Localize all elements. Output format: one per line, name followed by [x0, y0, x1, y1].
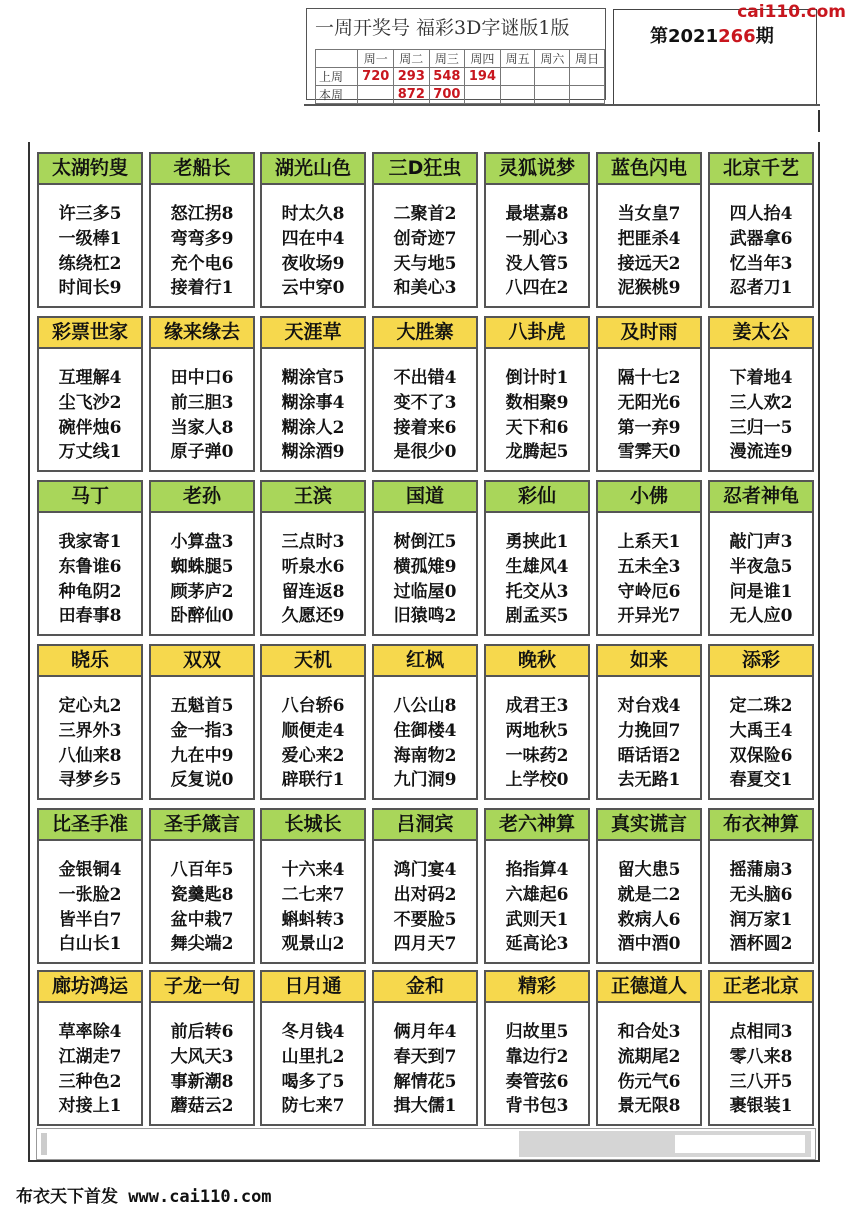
riddle-line: 点相同3 [729, 1022, 793, 1042]
draw-value [535, 86, 570, 104]
riddle-line: 一张脸2 [58, 885, 122, 905]
riddle-line: 碗伴烛6 [58, 418, 122, 438]
riddle-line: 揖大儒1 [393, 1096, 457, 1116]
draw-value [465, 86, 501, 104]
day-header: 周五 [500, 50, 535, 68]
author-name: 子龙一句 [151, 972, 253, 1003]
riddle-line: 糊涂人2 [281, 418, 345, 438]
riddle-line: 海南物2 [393, 746, 457, 766]
riddle-line: 数相聚9 [505, 393, 569, 413]
riddle-line: 夜收场9 [281, 254, 345, 274]
riddle-line: 和美心3 [393, 278, 457, 298]
riddle-cell [149, 808, 255, 964]
riddle-cell [372, 152, 478, 308]
riddle-line: 前三胆3 [170, 393, 234, 413]
riddle-line: 舞尖端2 [170, 934, 234, 954]
author-name: 长城长 [262, 810, 364, 841]
riddle-line: 守岭厄6 [617, 582, 681, 602]
riddle-cell [708, 480, 814, 636]
riddle-line: 许三多5 [58, 204, 122, 224]
riddle-cell [596, 316, 702, 472]
riddle-cell [37, 970, 143, 1126]
riddle-line: 接着行1 [170, 278, 234, 298]
riddle-line: 十六来4 [281, 860, 345, 880]
riddle-line: 当家人8 [170, 418, 234, 438]
riddle-line: 江湖走7 [58, 1047, 122, 1067]
author-name: 圣手箴言 [151, 810, 253, 841]
author-name: 蓝色闪电 [598, 154, 700, 185]
riddle-cell [149, 316, 255, 472]
riddle-line: 糊涂酒9 [281, 442, 345, 462]
riddle-line: 春夏交1 [729, 770, 793, 790]
author-name: 三D狂虫 [374, 154, 476, 185]
riddle-line: 蜘蛛腿5 [170, 557, 234, 577]
riddle-line: 八台轿6 [281, 696, 345, 716]
riddle-line: 山里扎2 [281, 1047, 345, 1067]
riddle-line: 一味药2 [505, 746, 569, 766]
riddle-line: 双保险6 [729, 746, 793, 766]
riddle-line: 两地秋5 [505, 721, 569, 741]
author-name: 小佛 [598, 482, 700, 513]
riddle-line: 就是二2 [617, 885, 681, 905]
riddle-line: 不要脸5 [393, 910, 457, 930]
riddle-line: 下着地4 [729, 368, 793, 388]
author-name: 灵狐说梦 [486, 154, 588, 185]
riddle-line: 金一指3 [170, 721, 234, 741]
riddle-cell [484, 970, 590, 1126]
riddle-line: 云中穿0 [281, 278, 345, 298]
riddle-cell [484, 480, 590, 636]
riddle-line: 把匪杀4 [617, 229, 681, 249]
riddle-cell [484, 316, 590, 472]
riddle-line: 创奇迹7 [393, 229, 457, 249]
author-name: 太湖钓叟 [39, 154, 141, 185]
bottom-bar [36, 1128, 816, 1160]
riddle-line: 春天到7 [393, 1047, 457, 1067]
riddle-line: 大禹王4 [729, 721, 793, 741]
site-watermark: cai110.com [737, 2, 846, 22]
riddle-line: 皆半白7 [58, 910, 122, 930]
riddle-cell [708, 644, 814, 800]
riddle-line: 延高论3 [505, 934, 569, 954]
riddle-line: 对接上1 [58, 1096, 122, 1116]
author-name: 老孙 [151, 482, 253, 513]
riddle-cell [596, 970, 702, 1126]
author-name: 如来 [598, 646, 700, 677]
day-header: 周六 [535, 50, 570, 68]
riddle-cell [260, 480, 366, 636]
riddle-cell [372, 480, 478, 636]
riddle-cell [708, 808, 814, 964]
riddle-cell [149, 480, 255, 636]
author-name: 王滨 [262, 482, 364, 513]
author-name: 正德道人 [598, 972, 700, 1003]
author-name: 布衣神算 [710, 810, 812, 841]
riddle-line: 接着来6 [393, 418, 457, 438]
riddle-line: 草率除4 [58, 1022, 122, 1042]
this-week-row [316, 86, 605, 104]
issue-box [613, 9, 817, 105]
riddle-line: 泥猴桃9 [617, 278, 681, 298]
riddle-line: 三人欢2 [729, 393, 793, 413]
riddle-line: 变不了3 [393, 393, 457, 413]
riddle-line: 寻梦乡5 [58, 770, 122, 790]
riddle-line: 上学校0 [505, 770, 569, 790]
riddle-line: 万丈线1 [58, 442, 122, 462]
riddle-line: 顺便走4 [281, 721, 345, 741]
day-header: 周四 [465, 50, 501, 68]
riddle-line: 喝多了5 [281, 1072, 345, 1092]
riddle-line: 六雄起6 [505, 885, 569, 905]
riddle-cell [372, 316, 478, 472]
riddle-line: 勇挟此1 [505, 532, 569, 552]
riddle-line: 五魁首5 [170, 696, 234, 716]
riddle-line: 无人应0 [729, 606, 793, 626]
riddle-line: 剧孟买5 [505, 606, 569, 626]
riddle-line: 去无路1 [617, 770, 681, 790]
row-label: 上周 [316, 68, 358, 86]
bar-mark [41, 1133, 47, 1155]
riddle-line: 五未全3 [617, 557, 681, 577]
riddle-line: 四在中4 [281, 229, 345, 249]
riddle-line: 住御楼4 [393, 721, 457, 741]
riddle-line: 力挽回7 [617, 721, 681, 741]
riddle-line: 隔十七2 [617, 368, 681, 388]
riddle-line: 时太久8 [281, 204, 345, 224]
riddle-line: 田中口6 [170, 368, 234, 388]
riddle-line: 武则天1 [505, 910, 569, 930]
riddle-line: 漫流连9 [729, 442, 793, 462]
riddle-line: 酒杯圆2 [729, 934, 793, 954]
author-name: 姜太公 [710, 318, 812, 349]
bar-block [519, 1131, 811, 1157]
author-name: 彩仙 [486, 482, 588, 513]
riddle-line: 摇蒲扇3 [729, 860, 793, 880]
riddle-cell [596, 480, 702, 636]
draw-value [570, 68, 605, 86]
riddle-line: 救病人6 [617, 910, 681, 930]
row-label: 本周 [316, 86, 358, 104]
author-name: 日月通 [262, 972, 364, 1003]
author-name: 比圣手准 [39, 810, 141, 841]
riddle-line: 反复说0 [170, 770, 234, 790]
riddle-line: 俩月年4 [393, 1022, 457, 1042]
riddle-line: 伤元气6 [617, 1072, 681, 1092]
riddle-line: 八四在2 [505, 278, 569, 298]
riddle-line: 小算盘3 [170, 532, 234, 552]
riddle-line: 托交从3 [505, 582, 569, 602]
draw-value [570, 86, 605, 104]
author-name: 红枫 [374, 646, 476, 677]
riddle-cell [708, 316, 814, 472]
riddle-line: 爱心来2 [281, 746, 345, 766]
author-name: 忍者神龟 [710, 482, 812, 513]
riddle-line: 无头脑6 [729, 885, 793, 905]
riddle-line: 三界外3 [58, 721, 122, 741]
draw-value: 293 [394, 68, 430, 86]
draw-value [500, 86, 535, 104]
riddle-line: 留大患5 [617, 860, 681, 880]
riddle-line: 三归一5 [729, 418, 793, 438]
author-name: 老船长 [151, 154, 253, 185]
draw-value: 700 [429, 86, 465, 104]
riddle-cell [260, 644, 366, 800]
author-name: 老六神算 [486, 810, 588, 841]
riddle-line: 忆当年3 [729, 254, 793, 274]
draw-value: 872 [394, 86, 430, 104]
riddle-cell [37, 316, 143, 472]
riddle-cell [372, 808, 478, 964]
author-name: 彩票世家 [39, 318, 141, 349]
riddle-line: 晤话语2 [617, 746, 681, 766]
riddle-cell [260, 316, 366, 472]
riddle-line: 是很少0 [393, 442, 457, 462]
author-name: 湖光山色 [262, 154, 364, 185]
riddle-line: 练绕杠2 [58, 254, 122, 274]
author-name: 金和 [374, 972, 476, 1003]
riddle-line: 糊涂官5 [281, 368, 345, 388]
riddle-line: 横孤雉9 [393, 557, 457, 577]
riddle-line: 蘑菇云2 [170, 1096, 234, 1116]
riddle-line: 时间长9 [58, 278, 122, 298]
draw-value: 548 [429, 68, 465, 86]
riddle-line: 忍者刀1 [729, 278, 793, 298]
riddle-cell [484, 644, 590, 800]
riddle-line: 不出错4 [393, 368, 457, 388]
riddle-line: 原子弹0 [170, 442, 234, 462]
riddle-cell [260, 152, 366, 308]
riddle-line: 武器拿6 [729, 229, 793, 249]
riddle-line: 辟联行1 [281, 770, 345, 790]
day-header: 周一 [358, 50, 394, 68]
riddle-cell [596, 808, 702, 964]
riddle-line: 种龟阴2 [58, 582, 122, 602]
footer-text: 布衣天下首发 [16, 1187, 118, 1207]
riddle-line: 对台戏4 [617, 696, 681, 716]
author-name: 马丁 [39, 482, 141, 513]
divider [304, 104, 820, 106]
riddle-line: 半夜急5 [729, 557, 793, 577]
draw-value: 194 [465, 68, 501, 86]
author-name: 及时雨 [598, 318, 700, 349]
riddle-line: 一级棒1 [58, 229, 122, 249]
riddle-cell [372, 970, 478, 1126]
riddle-line: 听泉水6 [281, 557, 345, 577]
draw-value: 720 [358, 68, 394, 86]
riddle-line: 东鲁谁6 [58, 557, 122, 577]
riddle-line: 九在中9 [170, 746, 234, 766]
author-name: 正老北京 [710, 972, 812, 1003]
riddle-line: 盆中栽7 [170, 910, 234, 930]
riddle-cell [708, 970, 814, 1126]
riddle-line: 奏管弦6 [505, 1072, 569, 1092]
riddle-line: 三点时3 [281, 532, 345, 552]
riddle-line: 景无限8 [617, 1096, 681, 1116]
riddle-line: 白山长1 [58, 934, 122, 954]
weekly-draw-header [306, 8, 606, 100]
riddle-cell [37, 152, 143, 308]
riddle-cell [37, 644, 143, 800]
riddle-line: 怒江拐8 [170, 204, 234, 224]
riddle-line: 天下和6 [505, 418, 569, 438]
riddle-line: 树倒江5 [393, 532, 457, 552]
riddle-line: 冬月钱4 [281, 1022, 345, 1042]
riddle-line: 八仙来8 [58, 746, 122, 766]
riddle-line: 生雄风4 [505, 557, 569, 577]
riddle-line: 最堪嘉8 [505, 204, 569, 224]
riddle-cell [484, 152, 590, 308]
riddle-line: 糊涂事4 [281, 393, 345, 413]
riddle-line: 倒计时1 [505, 368, 569, 388]
author-name: 精彩 [486, 972, 588, 1003]
riddle-line: 顾茅庐2 [170, 582, 234, 602]
riddle-line: 龙腾起5 [505, 442, 569, 462]
author-name: 吕洞宾 [374, 810, 476, 841]
riddle-line: 田春事8 [58, 606, 122, 626]
riddle-line: 三种色2 [58, 1072, 122, 1092]
riddle-line: 四月天7 [393, 934, 457, 954]
riddle-line: 接远天2 [617, 254, 681, 274]
riddle-line: 背书包3 [505, 1096, 569, 1116]
riddle-line: 裹银装1 [729, 1096, 793, 1116]
riddle-cell [149, 152, 255, 308]
riddle-line: 掐指算4 [505, 860, 569, 880]
draw-value [500, 68, 535, 86]
riddle-cell [37, 480, 143, 636]
riddle-line: 解情花5 [393, 1072, 457, 1092]
riddle-cell [708, 152, 814, 308]
author-name: 天涯草 [262, 318, 364, 349]
riddle-line: 蝌蚪转3 [281, 910, 345, 930]
day-header: 周三 [429, 50, 465, 68]
riddle-line: 无阳光6 [617, 393, 681, 413]
riddle-line: 二七来7 [281, 885, 345, 905]
riddle-line: 天与地5 [393, 254, 457, 274]
riddle-line: 润万家1 [729, 910, 793, 930]
riddle-line: 防七来7 [281, 1096, 345, 1116]
riddle-cell [596, 152, 702, 308]
riddle-line: 和合处3 [617, 1022, 681, 1042]
riddle-line: 互理解4 [58, 368, 122, 388]
riddle-line: 定心丸2 [58, 696, 122, 716]
header-title: 一周开奖号 福彩3D字谜版1版 [315, 17, 570, 39]
riddle-cell [372, 644, 478, 800]
day-header: 周二 [394, 50, 430, 68]
riddle-line: 九门洞9 [393, 770, 457, 790]
author-name: 缘来缘去 [151, 318, 253, 349]
author-name: 双双 [151, 646, 253, 677]
riddle-line: 观景山2 [281, 934, 345, 954]
riddle-line: 久愿还9 [281, 606, 345, 626]
author-name: 国道 [374, 482, 476, 513]
riddle-cell [149, 970, 255, 1126]
author-name: 大胜寨 [374, 318, 476, 349]
weekly-draw-table [315, 49, 605, 104]
footer-url[interactable]: www.cai110.com [128, 1187, 272, 1207]
riddle-line: 大风天3 [170, 1047, 234, 1067]
riddle-cell [37, 808, 143, 964]
riddle-line: 第一弃9 [617, 418, 681, 438]
riddle-line: 靠边行2 [505, 1047, 569, 1067]
riddle-cell [484, 808, 590, 964]
riddle-line: 卧醉仙0 [170, 606, 234, 626]
author-name: 廊坊鸿运 [39, 972, 141, 1003]
riddle-line: 二聚首2 [393, 204, 457, 224]
riddle-line: 当女皇7 [617, 204, 681, 224]
riddle-line: 三八开5 [729, 1072, 793, 1092]
riddle-line: 充个电6 [170, 254, 234, 274]
riddle-line: 过临屋0 [393, 582, 457, 602]
author-name: 晓乐 [39, 646, 141, 677]
riddle-line: 开异光7 [617, 606, 681, 626]
riddle-line: 流期尾2 [617, 1047, 681, 1067]
issue-number: 第2021266期 [650, 26, 774, 47]
riddle-cell [596, 644, 702, 800]
riddle-line: 上系天1 [617, 532, 681, 552]
author-name: 晚秋 [486, 646, 588, 677]
riddle-line: 金银铜4 [58, 860, 122, 880]
riddle-line: 弯弯多9 [170, 229, 234, 249]
author-name: 北京千艺 [710, 154, 812, 185]
riddle-cell [260, 970, 366, 1126]
riddle-line: 出对码2 [393, 885, 457, 905]
day-header: 周日 [570, 50, 605, 68]
divider [818, 110, 820, 132]
riddle-line: 没人管5 [505, 254, 569, 274]
riddle-line: 零八来8 [729, 1047, 793, 1067]
riddle-line: 问是谁1 [729, 582, 793, 602]
riddle-line: 归故里5 [505, 1022, 569, 1042]
riddle-line: 敲门声3 [729, 532, 793, 552]
riddle-line: 成君王3 [505, 696, 569, 716]
riddle-line: 酒中酒0 [617, 934, 681, 954]
riddle-line: 定二珠2 [729, 696, 793, 716]
riddle-line: 一别心3 [505, 229, 569, 249]
author-name: 八卦虎 [486, 318, 588, 349]
riddle-cell [260, 808, 366, 964]
author-name: 添彩 [710, 646, 812, 677]
riddle-line: 事新潮8 [170, 1072, 234, 1092]
riddle-line: 八公山8 [393, 696, 457, 716]
author-name: 真实谎言 [598, 810, 700, 841]
riddle-line: 我家寄1 [58, 532, 122, 552]
last-week-row [316, 68, 605, 86]
riddle-cell [149, 644, 255, 800]
riddle-line: 瓷羹匙8 [170, 885, 234, 905]
draw-value [358, 86, 394, 104]
footer [16, 1182, 272, 1207]
riddle-line: 留连返8 [281, 582, 345, 602]
riddle-line: 雪霁天0 [617, 442, 681, 462]
riddle-line: 前后转6 [170, 1022, 234, 1042]
draw-value [535, 68, 570, 86]
author-name: 天机 [262, 646, 364, 677]
riddle-line: 八百年5 [170, 860, 234, 880]
riddle-line: 旧猿鸣2 [393, 606, 457, 626]
riddle-line: 四人抬4 [729, 204, 793, 224]
riddle-line: 尘飞沙2 [58, 393, 122, 413]
riddle-line: 鸿门宴4 [393, 860, 457, 880]
